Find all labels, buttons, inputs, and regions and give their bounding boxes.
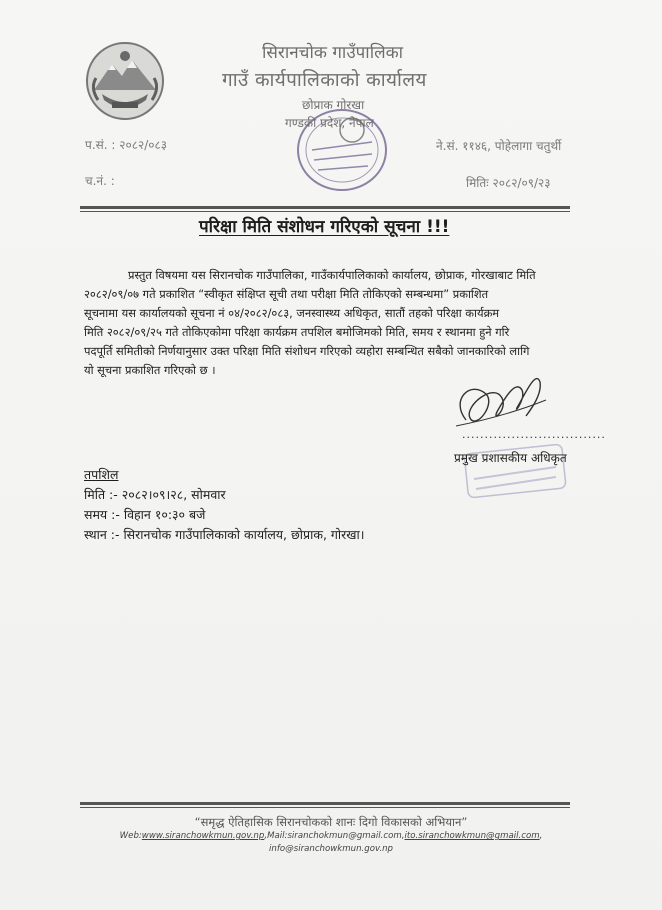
- office-address-local: छोप्राक गोरखा: [302, 98, 365, 112]
- signature-line: ................................: [462, 428, 606, 441]
- footer-contacts: Web:www.siranchowkmun.gov.np,Mail:siranchokmun@gmail.com,ito.siranchowkmun@gmail.com,: [119, 831, 543, 841]
- header-divider-thin: [80, 211, 570, 212]
- notice-body-line: २०८२/०९/०७ गते प्रकाशित “स्वीकृत संक्षिप्त सूची तथा परीक्षा मिति तोकिएको सम्बन्धमा” प्रकाशित: [84, 287, 489, 301]
- letter-date: मितिः २०८२/०९/२३: [466, 176, 551, 190]
- schedule-time: समय :- विहान १०:३० बजे: [84, 507, 206, 522]
- office-stamp-icon: [292, 100, 392, 196]
- dispatch-number: च.नं. :: [85, 174, 115, 188]
- header-divider: [80, 206, 570, 209]
- nepal-sambat-date: ने.सं. ११४६, पोहेलागा चतुर्थी: [436, 139, 562, 153]
- footer-slogan: “समृद्ध ऐतिहासिक सिरानचोकको शानः दिगो विकासको अभियान”: [194, 815, 468, 829]
- email-link[interactable]: siranchokmun@gmail.com,: [287, 831, 405, 841]
- schedule-place: स्थान :- सिरानचोक गाउँपालिकाको कार्यालय, छोप्राक, गोरखा।: [84, 527, 365, 542]
- schedule-heading: तपशिल: [84, 467, 119, 482]
- ito-email-link[interactable]: ito.siranchowkmun@gmail.com: [404, 831, 540, 841]
- notice-body-line: पदपूर्ति समितीको निर्णयानुसार उक्त परिक्षा मिति संशोधन गरिएको व्यहोरा सम्बन्धित सबैको जानकारिको लागि: [84, 344, 530, 358]
- letter-reference-number: प.सं. : २०८२/०८३: [85, 138, 167, 152]
- notice-body-line: यो सूचना प्रकाशित गरिएको छ ।: [84, 363, 216, 377]
- mail-label: ,Mail:: [264, 831, 288, 841]
- notice-body-line: सूचनामा यस कार्यालयको सूचना नं ०४/२०८२/०८३, जनस्वास्थ्य अधिकृत, सातौं तहको परिक्षा कार्यक्रम: [84, 306, 500, 320]
- schedule-date: मिति :- २०८२।०९।२८, सोमवार: [84, 487, 226, 502]
- signer-designation: प्रमुख प्रशासकीय अधिकृत: [454, 451, 567, 465]
- office-address-province: गण्डकी प्रदेश, नेपाल: [285, 116, 374, 130]
- website-link[interactable]: www.siranchowkmun.gov.np: [141, 831, 265, 841]
- office-title: गाउँ कार्यपालिकाको कार्यालय: [222, 69, 427, 91]
- footer-info-email[interactable]: info@siranchowkmun.gov.np: [269, 844, 393, 854]
- web-label: Web:: [119, 831, 142, 841]
- nepal-emblem-icon: [82, 38, 168, 124]
- office-name: सिरानचोक गाउँपालिका: [262, 43, 404, 63]
- notice-title: परिक्षा मिति संशोधन गरिएको सूचना !!!: [199, 217, 450, 237]
- footer-divider-thin: [80, 807, 570, 808]
- footer-divider: [80, 802, 570, 805]
- notice-body-line: मिति २०८२/०९/२५ गते तोकिएकोमा परिक्षा कार्यक्रम तपशिल बमोजिमको मिति, समय र स्थानमा हुने गरि: [84, 325, 510, 339]
- notice-body-line: प्रस्तुत विषयमा यस सिरानचोक गाउँपालिका, गाउँकार्यपालिकाको कार्यालय, छोप्राक, गोरखाबाट मिति: [128, 268, 536, 282]
